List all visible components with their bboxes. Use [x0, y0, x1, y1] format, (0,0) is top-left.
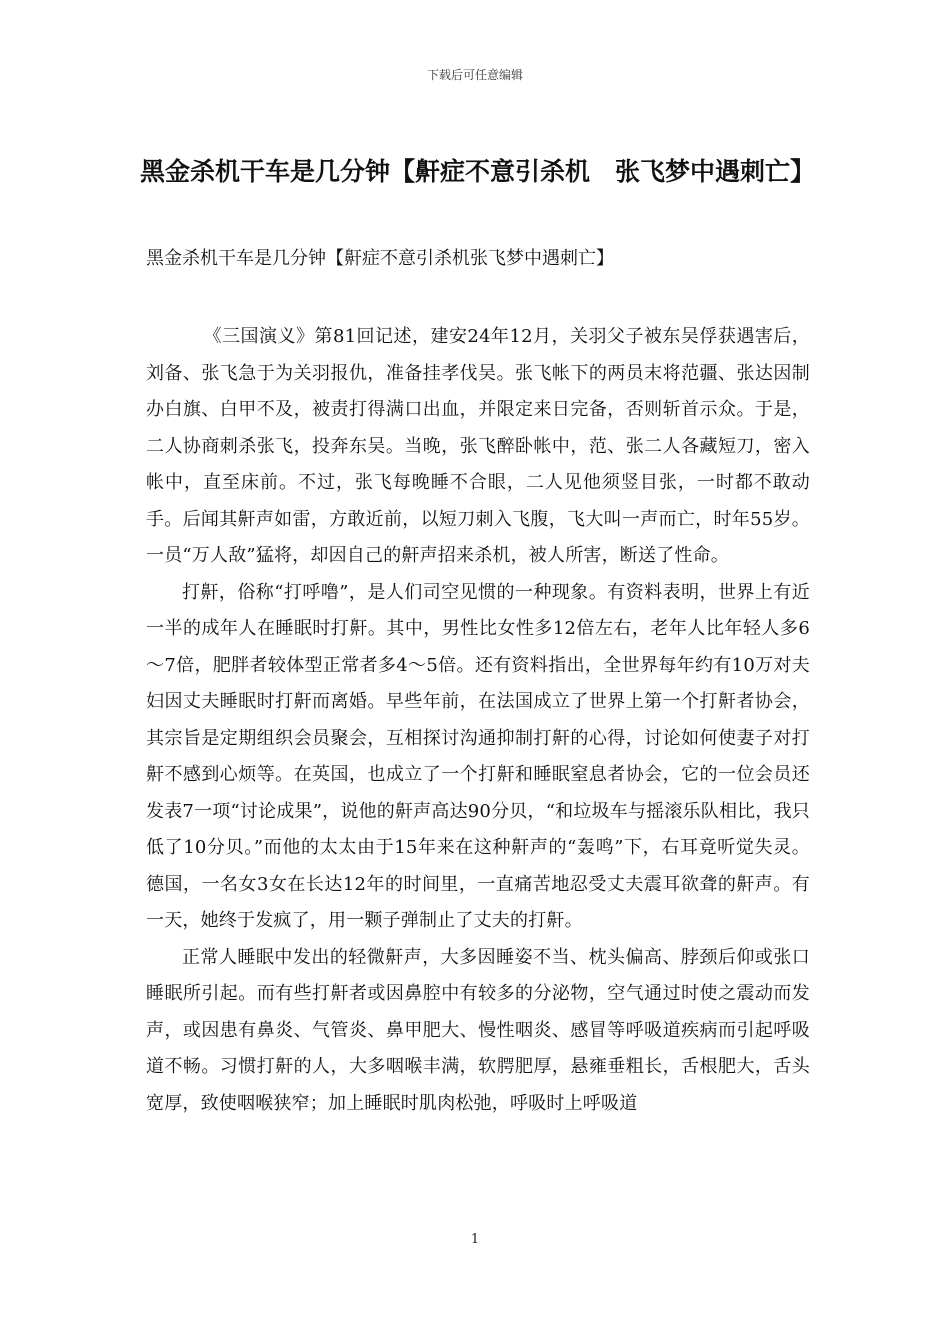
paragraph-2: 打鼾，俗称“打呼噜”，是人们司空见惯的一种现象。有资料表明，世界上有近一半的成年人在睡眠时打鼾。其中，男性比女性多12倍左右，老年人比年轻人多6～7倍，肥胖者较体型正常者多4～5倍。还有资料指出，全世界每年约有10万对夫妇因丈夫睡眠时打鼾而离婚。早些年前，在法国成立了世界上第一个打鼾者协会，其宗旨是定期组织会员聚会，互相探讨沟通抑制打鼾的心得，讨论如何使妻子对打鼾不感到心烦等。在英国，也成立了一个打鼾和睡眠窒息者协会，它的一位会员还发表7一项“讨论成果”，说他的鼾声高达90分贝，“和垃圾车与摇滚乐队相比，我只低了10分贝。”而他的太太由于15年来在这种鼾声的“轰鸣”下，右耳竟听觉失灵。德国，一名女3女在长达12年的时间里，一直痛苦地忍受丈夫震耳欲聋的鼾声。有一天，她终于发疯了，用一颗子弹制止了丈夫的打鼾。	[146, 581, 810, 931]
paragraph-3: 正常人睡眠中发出的轻微鼾声，大多因睡姿不当、枕头偏高、脖颈后仰或张口睡眠所引起。而有些打鼾者或因鼻腔中有较多的分泌物，空气通过时使之震动而发声，或因患有鼻炎、气管炎、鼻甲肥大、慢性咽炎、感冒等呼吸道疾病而引起呼吸道不畅。习惯打鼾的人，大多咽喉丰满，软腭肥厚，悬雍垂粗长，舌根肥大，舌头宽厚，致使咽喉狭窄；加上睡眠时肌肉松弛，呼吸时上呼吸道	[146, 946, 810, 1114]
page-number: 1	[470, 1232, 480, 1247]
page-header-note: 下载后可任意编辑	[426, 68, 523, 82]
paragraph-1: 《三国演义》第81回记述，建安24年12月，关羽父子被东吴俘获遇害后，刘备、张飞急于为关羽报仇，准备挂孝伐吴。张飞帐下的两员末将范疆、张达因制办白旗、白甲不及，被责打得满口出血，并限定来日完备，否则斩首示众。于是，二人协商刺杀张飞，投奔东吴。当晚，张飞醉卧帐中，范、张二人各藏短刀，密入帐中，直至床前。不过，张飞每晚睡不合眼，二人见他须竖目张，一时都不敢动手。后闻其鼾声如雷，方敢近前，以短刀刺入飞腹，飞大叫一声而亡，时年55岁。一员“万人敌”猛将，却因自己的鼾声招来杀机，被人所害，断送了性命。	[146, 326, 810, 566]
document-body	[146, 319, 810, 1122]
document-title: 黑金杀机干车是几分钟【鼾症不意引杀机 张飞梦中遇刺亡】	[140, 157, 816, 186]
document-subtitle: 黑金杀机干车是几分钟【鼾症不意引杀机张飞梦中遇刺亡】	[146, 248, 614, 269]
